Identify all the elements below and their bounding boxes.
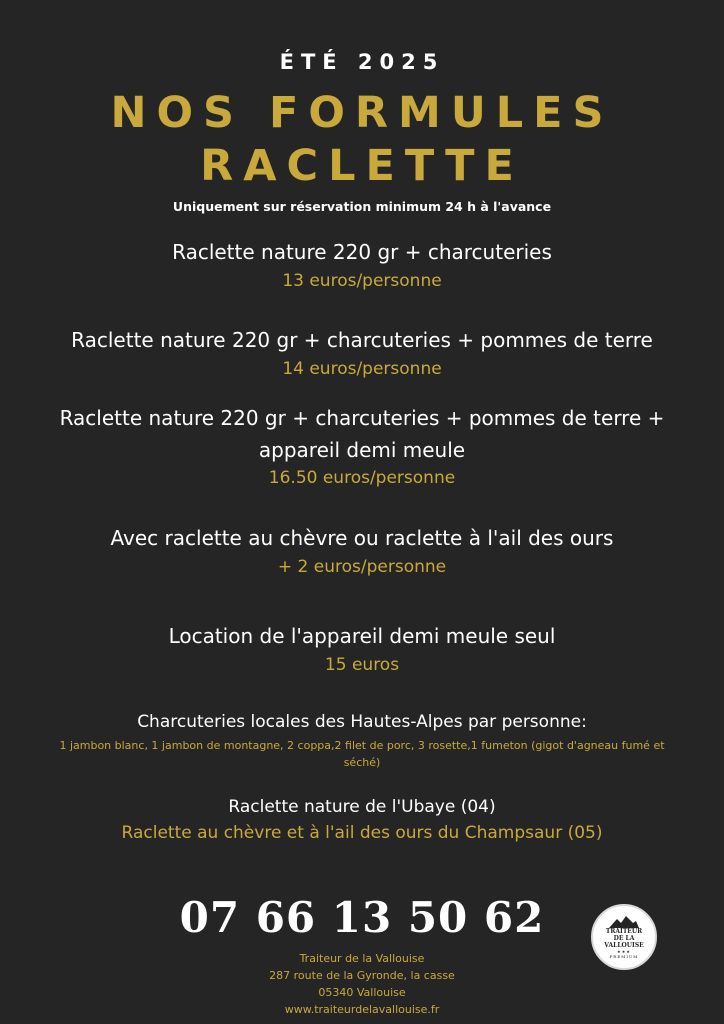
formula-3-price: 16.50 euros/personne bbox=[268, 468, 456, 488]
title-line-2: RACLETTE bbox=[200, 141, 524, 191]
charcuteries-heading: Charcuteries locales des Hautes-Alpes par personne: bbox=[137, 712, 587, 732]
business-name: Traiteur de la Vallouise bbox=[299, 952, 425, 965]
title-line-1: NOS FORMULES bbox=[110, 88, 614, 138]
website-link[interactable]: www.traiteurdelavallouise.fr bbox=[284, 1003, 440, 1016]
formula-4-desc: Avec raclette au chèvre ou raclette à l'ail des ours bbox=[110, 526, 614, 550]
formula-3-desc-line-2: appareil demi meule bbox=[258, 438, 466, 462]
origin-champsaur: Raclette au chèvre et à l'ail des ours du Champsaur (05) bbox=[121, 823, 603, 843]
logo-text-3: VALLOUISE bbox=[604, 941, 644, 949]
formula-1-price: 13 euros/personne bbox=[282, 271, 442, 291]
charcuteries-detail-line-2: séché) bbox=[343, 756, 381, 769]
traiteur-logo bbox=[591, 904, 657, 970]
logo-sub: PREMIUM bbox=[609, 953, 639, 959]
street-address: 287 route de la Gyronde, la casse bbox=[269, 969, 455, 982]
logo-stars: ★★★ bbox=[617, 948, 631, 954]
formula-5-price: 15 euros bbox=[324, 655, 400, 675]
formula-2-desc: Raclette nature 220 gr + charcuteries + pommes de terre bbox=[71, 328, 653, 352]
formula-2-price: 14 euros/personne bbox=[282, 359, 442, 379]
mountain-icon bbox=[609, 916, 639, 928]
phone-number: 07 66 13 50 62 bbox=[179, 893, 545, 942]
logo-text-1: TRAITEUR bbox=[605, 927, 643, 935]
reservation-notice: Uniquement sur réservation minimum 24 h à l'avance bbox=[172, 199, 552, 214]
formula-5-desc: Location de l'appareil demi meule seul bbox=[168, 624, 556, 648]
formula-1-desc: Raclette nature 220 gr + charcuteries bbox=[172, 240, 552, 264]
season-heading: ÉTÉ 2025 bbox=[279, 50, 445, 74]
city-address: 05340 Vallouise bbox=[318, 986, 406, 999]
formula-4-price: + 2 euros/personne bbox=[277, 557, 447, 577]
charcuteries-detail-line-1: 1 jambon blanc, 1 jambon de montagne, 2 coppa,2 filet de porc, 3 rosette,1 fumeton (gigot d'agneau fumé et bbox=[59, 739, 665, 752]
origin-ubaye: Raclette nature de l'Ubaye (04) bbox=[228, 797, 496, 817]
logo-text-2: DE LA bbox=[613, 934, 635, 942]
formula-3-desc-line-1: Raclette nature 220 gr + charcuteries + pommes de terre + bbox=[59, 406, 665, 430]
